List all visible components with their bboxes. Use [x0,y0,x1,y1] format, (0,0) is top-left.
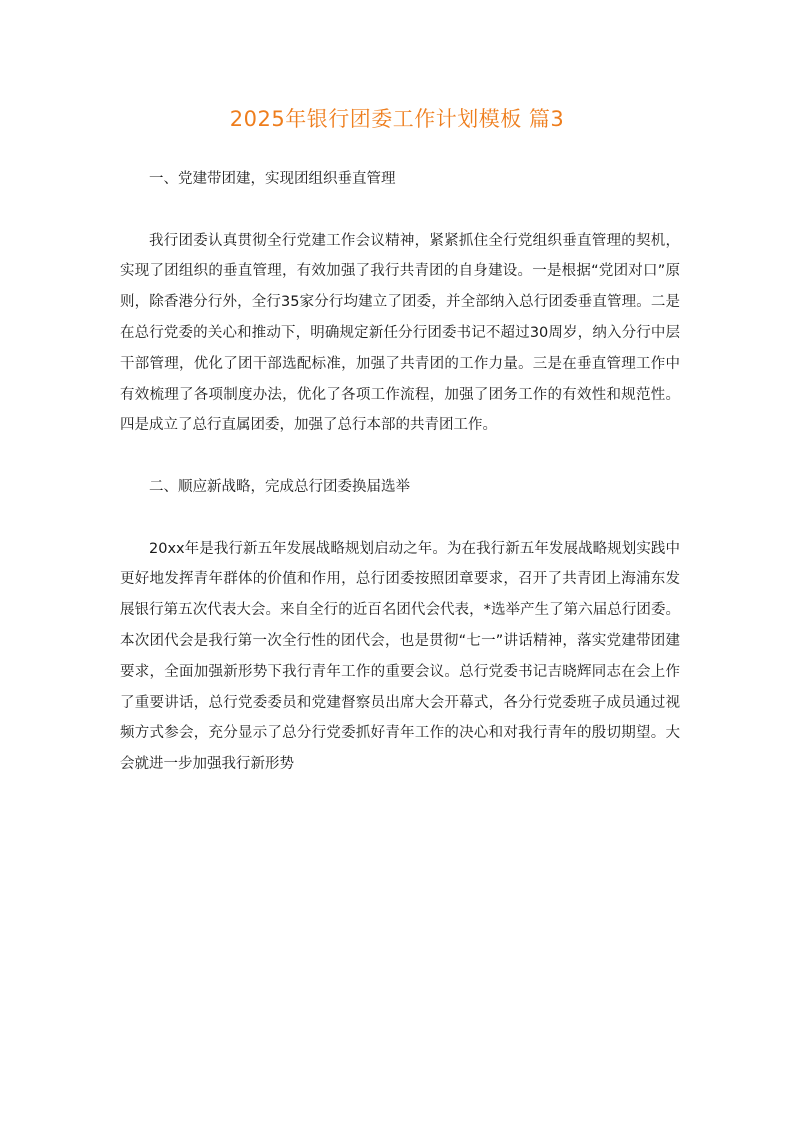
section-1-heading: 一、党建带团建，实现团组织垂直管理 [149,171,396,187]
document-body [120,164,680,780]
spacer [120,195,680,226]
document-title: 2025年银行团委工作计划模板 篇3 [229,107,565,131]
spacer [120,441,680,472]
section-2-paragraph: 20xx年是我行新五年发展战略规划启动之年。为在我行新五年发展战略规划实践中更好地发挥青年群体的价值和作用，总行团委按照团章要求，召开了共青团上海浦东发展银行第五次代表大会。来自全行的近百名团代会代表，*选举产生了第六届总行团委。本次团代会是我行第一次全行性的团代会，也是贯彻“七一”讲话精神，落实党建带团建要求，全面加强新形势下我行青年工作的重要会议。总行党委书记吉晓辉同志在会上作了重要讲话，总行党委委员和党建督察员出席大会开幕式，各分行党委班子成员通过视频方式参会，充分显示了总分行党委抓好青年工作的决心和对我行青年的殷切期望。大会就进一步加强我行新形势 [120,540,680,773]
section-2-heading: 二、顺应新战略，完成总行团委换届选举 [149,478,410,495]
spacer [120,503,680,534]
section-1-paragraph: 我行团委认真贯彻全行党建工作会议精神，紧紧抓住全行党组织垂直管理的契机，实现了团组织的垂直管理，有效加强了我行共青团的自身建设。一是根据“党团对口”原则，除香港分行外，全行35家分行均建立了团委，并全部纳入总行团委垂直管理。二是在总行党委的关心和推动下，明确规定新任分行团委书记不超过30周岁，纳入分行中层干部管理，优化了团干部选配标准，加强了共青团的工作力量。三是在垂直管理工作中有效梳理了各项制度办法，优化了各项工作流程，加强了团务工作的有效性和规范性。四是成立了总行直属团委，加强了总行本部的共青团工作。 [120,232,680,434]
